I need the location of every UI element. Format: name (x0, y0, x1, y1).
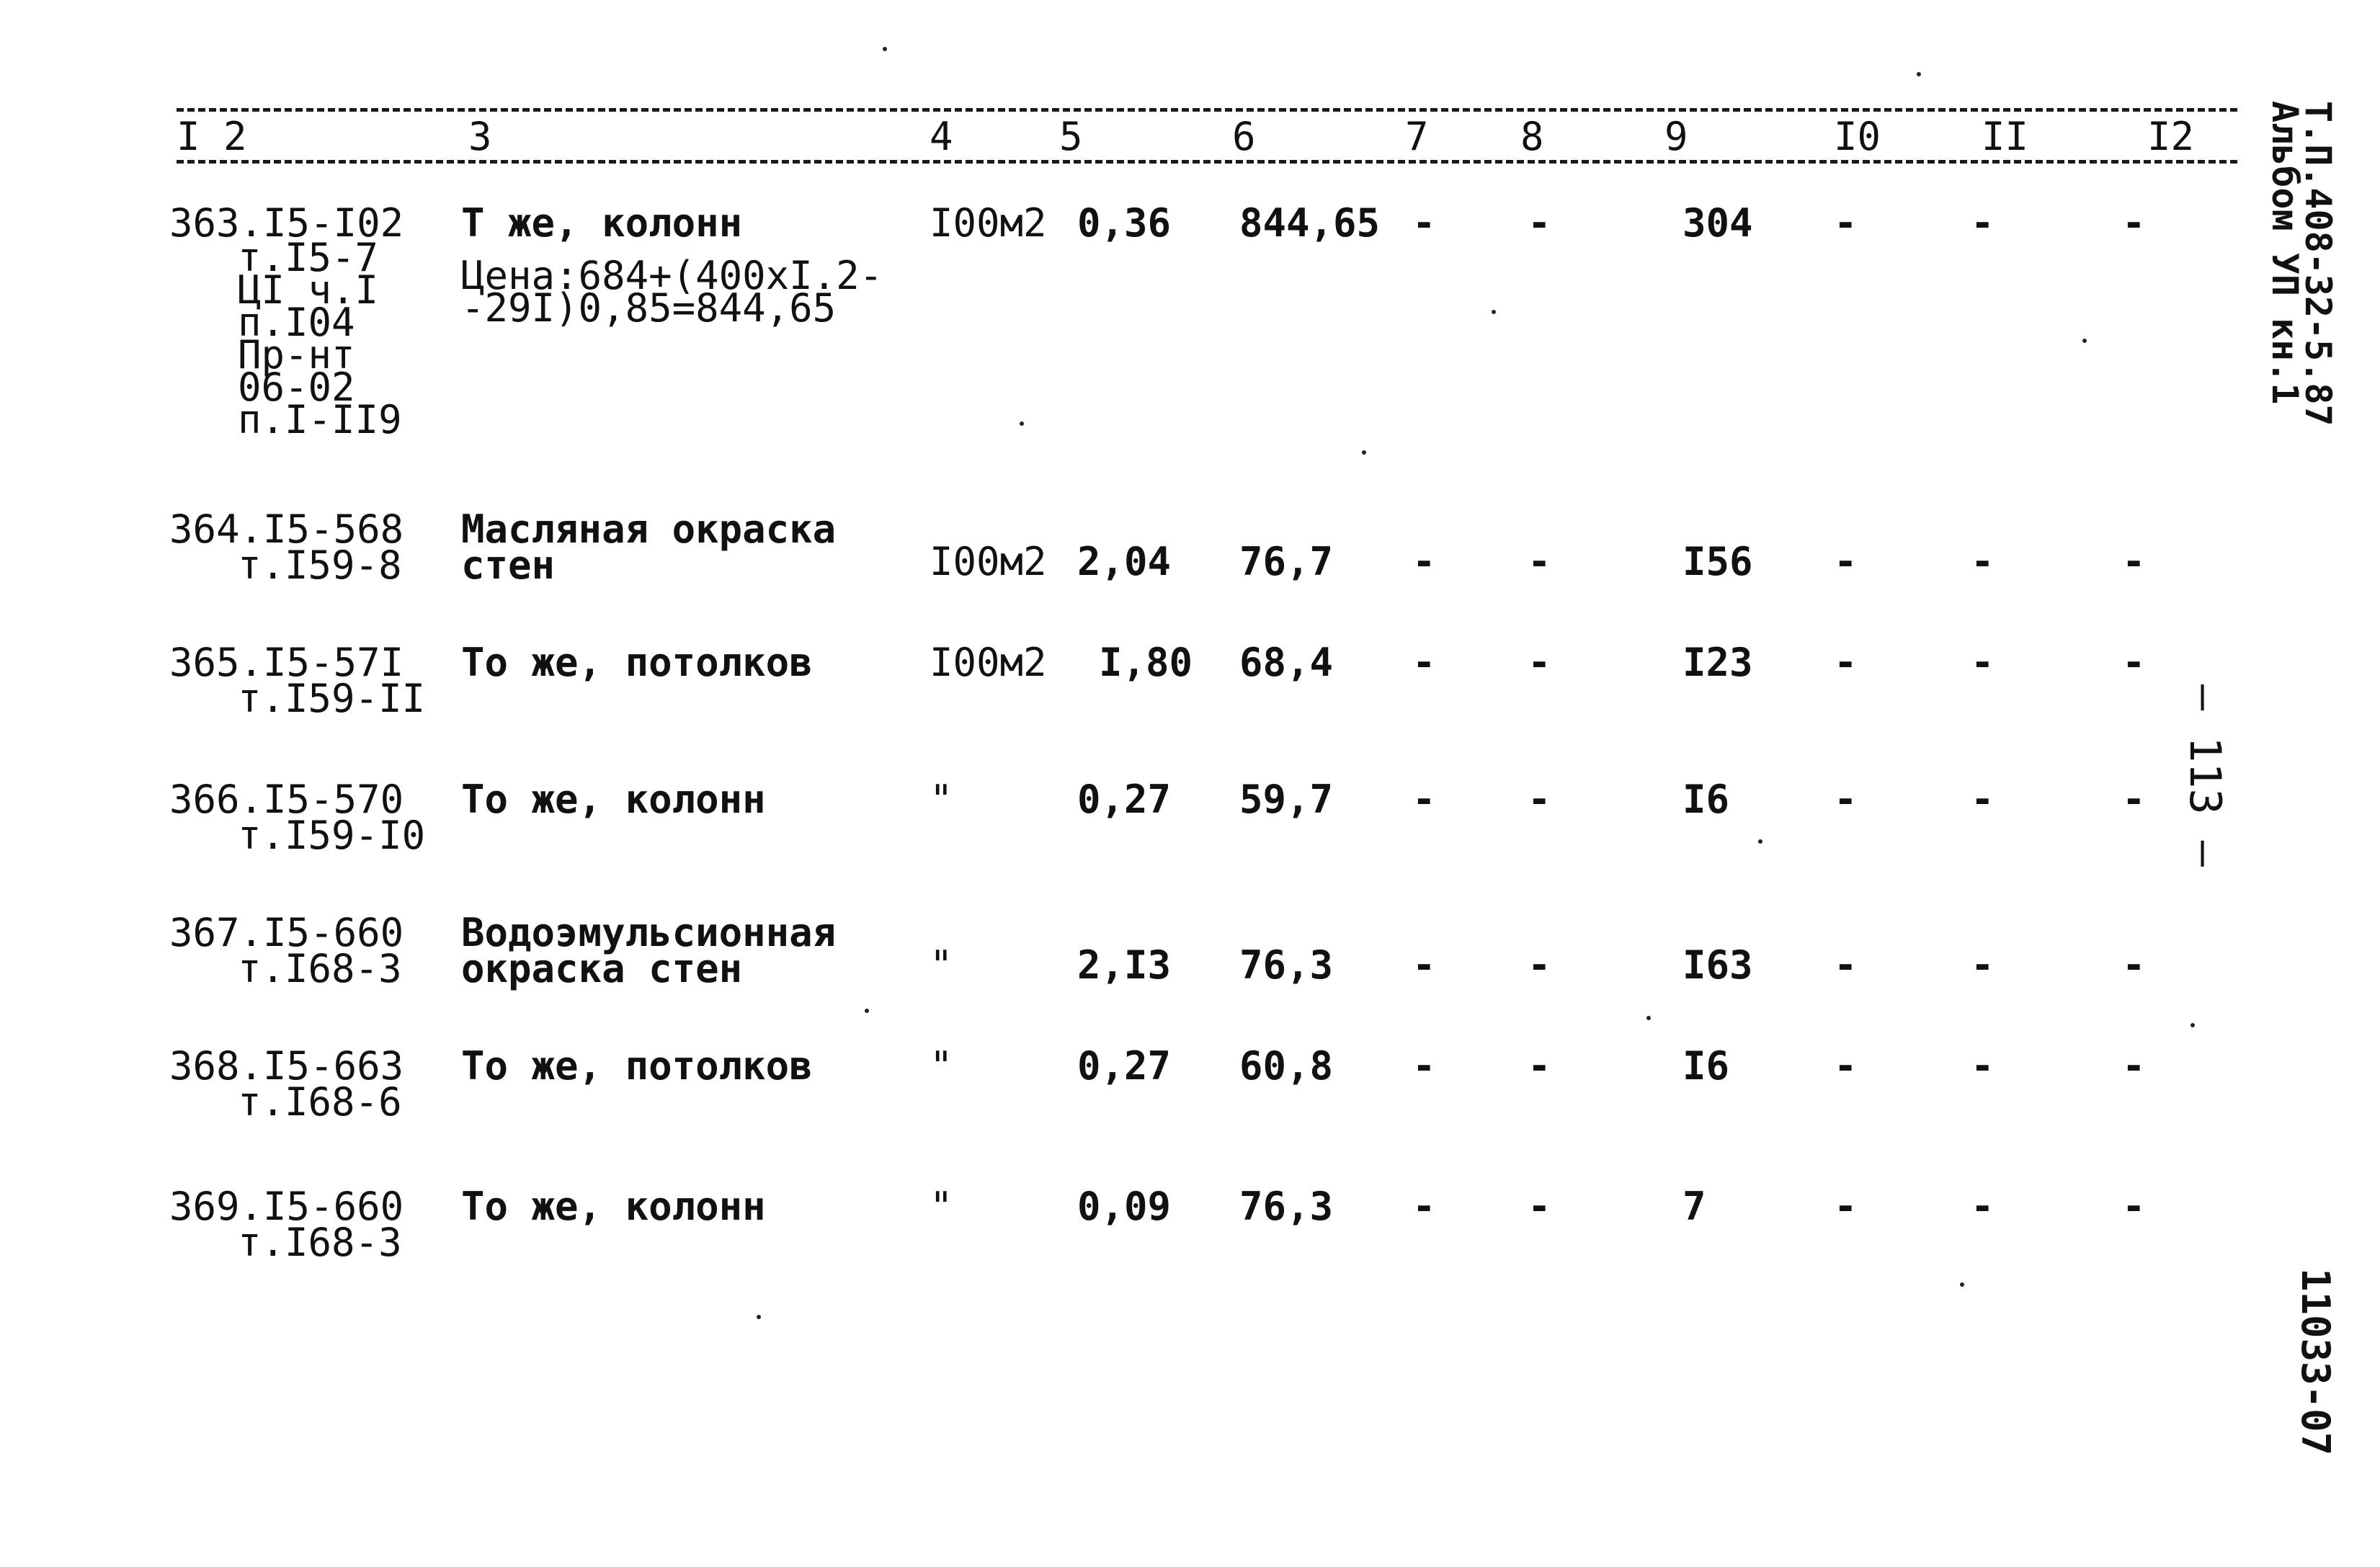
row-col11: - (1971, 1184, 1995, 1229)
work-name: окраска стен (461, 946, 743, 991)
row-code (169, 200, 404, 442)
album-reference-line: Альбом УП кн.1 (2264, 101, 2306, 405)
row-col8: - (1528, 777, 1551, 822)
code-sub: т.I59-8 (238, 543, 402, 588)
scan-speck (757, 1315, 761, 1319)
row-unit: " (930, 942, 953, 988)
row-col8: - (1528, 640, 1551, 685)
row-price: 76,7 (1239, 539, 1334, 584)
header-col-8: 8 (1520, 114, 1544, 159)
album-reference (2264, 101, 2339, 427)
row-unit: " (930, 1043, 953, 1089)
header-bottom-rule (177, 160, 2237, 164)
row-col12: - (2122, 777, 2146, 822)
row-price: 60,8 (1239, 1043, 1334, 1089)
header-col-11: II (1982, 114, 2029, 159)
row-col10: - (1834, 640, 1858, 685)
header-col-5: 5 (1059, 114, 1083, 159)
page-number: — 113 — (2180, 684, 2230, 867)
code-sub: Пр-нт (238, 332, 355, 378)
row-name: То же, потолков (461, 1043, 813, 1089)
header-col-7: 7 (1405, 114, 1429, 159)
header-col-9: 9 (1664, 114, 1688, 159)
row-price: 844,65 (1239, 200, 1381, 246)
row-unit: " (930, 777, 953, 822)
work-name: стен (461, 543, 556, 588)
row-price: 76,3 (1239, 1184, 1334, 1229)
code-main: 369.I5-660 (169, 1184, 404, 1229)
row-price: 68,4 (1239, 640, 1334, 685)
row-col7: - (1412, 200, 1436, 246)
code-main: 367.I5-660 (169, 910, 404, 955)
scan-speck (883, 47, 887, 51)
row-name (461, 200, 883, 331)
scan-speck (1646, 1016, 1651, 1020)
scan-speck (1758, 839, 1762, 844)
row-qty: 0,09 (1077, 1184, 1172, 1229)
row-code (169, 1043, 404, 1125)
header-col-4: 4 (930, 114, 953, 159)
row-col11: - (1971, 942, 1995, 988)
work-name: Масляная окраска (461, 506, 837, 552)
row-unit: " (930, 1184, 953, 1229)
row-qty: 2,I3 (1077, 942, 1172, 988)
scan-speck (1492, 310, 1496, 314)
row-col11: - (1971, 539, 1995, 584)
code-sub: т.I59-I0 (238, 813, 426, 858)
row-col7: - (1412, 1043, 1436, 1089)
price-note: Цена:684+(400хI.2- (461, 253, 883, 298)
row-unit: I00м2 (930, 539, 1047, 584)
album-reference-line: Т.П.408-32-5.87 (2297, 101, 2339, 427)
row-code (169, 1184, 404, 1265)
code-sub: т.I68-3 (238, 1220, 402, 1265)
code-main: 364.I5-568 (169, 506, 404, 552)
header-col-1-2: I 2 (177, 114, 247, 159)
row-code (169, 777, 426, 858)
row-col11: - (1971, 640, 1995, 685)
row-code (169, 506, 404, 588)
code-sub: ЦI ч.I (238, 267, 379, 313)
row-col10: - (1834, 1043, 1858, 1089)
row-col10: - (1834, 200, 1858, 246)
row-col9: 7 (1683, 1184, 1706, 1229)
row-col11: - (1971, 777, 1995, 822)
row-col10: - (1834, 539, 1858, 584)
row-name (461, 910, 837, 991)
row-col9: I6 (1683, 1043, 1730, 1089)
header-col-10: I0 (1834, 114, 1881, 159)
row-name: То же, колонн (461, 777, 766, 822)
row-col12: - (2122, 640, 2146, 685)
code-main: 363.I5-I02 (169, 200, 404, 246)
row-col9: I6 (1683, 777, 1730, 822)
row-col9: I63 (1683, 942, 1753, 988)
row-col11: - (1971, 1043, 1995, 1089)
header-col-6: 6 (1232, 114, 1256, 159)
scan-speck (2190, 1023, 2195, 1027)
row-col7: - (1412, 777, 1436, 822)
row-col9: I23 (1683, 640, 1753, 685)
row-col8: - (1528, 1043, 1551, 1089)
row-col7: - (1412, 942, 1436, 988)
header-col-3: 3 (468, 114, 492, 159)
row-unit: I00м2 (930, 640, 1047, 685)
row-name (461, 506, 837, 588)
row-col12: - (2122, 942, 2146, 988)
row-col11: - (1971, 200, 1995, 246)
scan-speck (1960, 1282, 1964, 1287)
row-col7: - (1412, 1184, 1436, 1229)
row-qty: 2,04 (1077, 539, 1172, 584)
row-price: 59,7 (1239, 777, 1334, 822)
row-col12: - (2122, 200, 2146, 246)
code-main: 368.I5-663 (169, 1043, 404, 1089)
row-col9: I56 (1683, 539, 1753, 584)
row-col8: - (1528, 942, 1551, 988)
code-sub: п.I-II9 (238, 397, 402, 442)
row-col9: 304 (1683, 200, 1753, 246)
row-col10: - (1834, 942, 1858, 988)
code-sub: т.I68-6 (238, 1079, 402, 1125)
row-price: 76,3 (1239, 942, 1334, 988)
work-name: Водоэмульсионная (461, 910, 837, 955)
row-col10: - (1834, 1184, 1858, 1229)
document-code: 11033-07 (2293, 1268, 2338, 1456)
header-col-12: I2 (2147, 114, 2195, 159)
row-col8: - (1528, 539, 1551, 584)
price-note: -29I)0,85=844,65 (461, 285, 837, 331)
row-col12: - (2122, 1043, 2146, 1089)
row-code (169, 640, 426, 721)
code-sub: 06-02 (238, 365, 355, 410)
row-qty: 0,27 (1077, 777, 1172, 822)
row-name: То же, потолков (461, 640, 813, 685)
row-qty: 0,36 (1077, 200, 1172, 246)
code-main: 366.I5-570 (169, 777, 404, 822)
code-main: 365.I5-57I (169, 640, 404, 685)
row-name: То же, колонн (461, 1184, 766, 1229)
row-qty: 0,27 (1077, 1043, 1172, 1089)
row-code (169, 910, 404, 991)
work-name: Т же, колонн (461, 200, 743, 246)
scan-speck (2082, 339, 2087, 343)
row-qty: I,80 (1099, 640, 1193, 685)
scan-speck (1917, 72, 1921, 76)
row-col8: - (1528, 200, 1551, 246)
scan-speck (1020, 421, 1024, 426)
code-sub: п.I04 (238, 300, 355, 345)
scan-speck (1362, 450, 1366, 455)
code-sub: т.I5-7 (238, 235, 379, 280)
code-sub: т.I59-II (238, 676, 426, 721)
scan-speck (865, 1009, 869, 1013)
row-unit: I00м2 (930, 200, 1047, 246)
row-col8: - (1528, 1184, 1551, 1229)
row-col12: - (2122, 1184, 2146, 1229)
code-sub: т.I68-3 (238, 946, 402, 991)
row-col7: - (1412, 640, 1436, 685)
header-top-rule (177, 108, 2237, 112)
row-col10: - (1834, 777, 1858, 822)
row-col12: - (2122, 539, 2146, 584)
row-col7: - (1412, 539, 1436, 584)
